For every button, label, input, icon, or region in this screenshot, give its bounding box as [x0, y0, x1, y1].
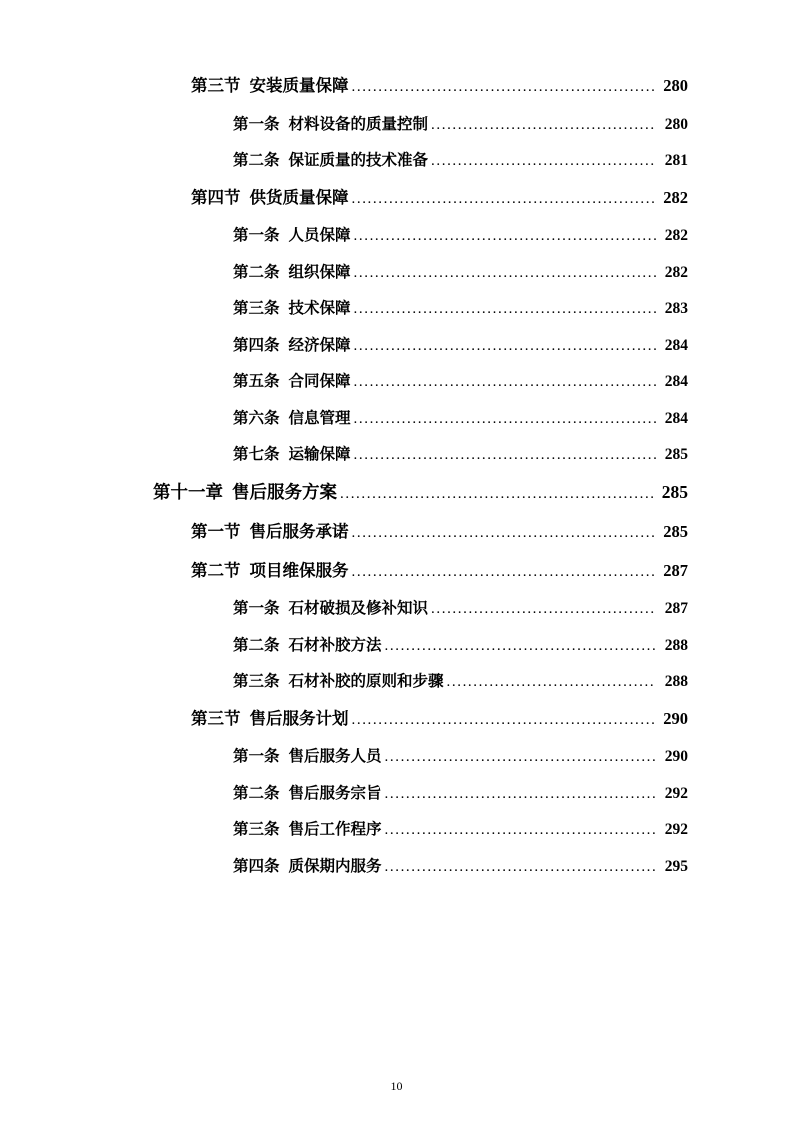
toc-entry-number: 第二条 — [233, 152, 280, 169]
toc-entry[interactable] — [105, 708, 688, 730]
toc-entry-title: 质保期内服务 — [288, 857, 382, 875]
toc-entry-number: 第二条 — [233, 784, 280, 802]
toc-entry-title: 技术保障 — [288, 300, 351, 317]
toc-entry[interactable] — [105, 117, 688, 134]
page-number: 10 — [390, 1079, 403, 1093]
toc-entry[interactable] — [105, 374, 688, 391]
toc-entry-number: 第一条 — [233, 115, 280, 133]
toc-entry[interactable] — [105, 560, 688, 582]
toc-entry-title: 组织保障 — [288, 263, 351, 281]
toc-entry[interactable] — [105, 638, 688, 655]
toc-entry[interactable] — [105, 228, 688, 245]
toc-leader-dots — [431, 602, 656, 618]
toc-leader-dots — [385, 823, 656, 839]
toc-entry-number: 第四条 — [233, 336, 280, 354]
toc-entry-number: 第五条 — [233, 373, 280, 390]
toc-entry-page: 292 — [664, 784, 688, 802]
toc-entry[interactable] — [105, 187, 688, 209]
toc-entry-number: 第二条 — [233, 636, 280, 654]
toc-entry[interactable] — [105, 153, 688, 170]
toc-leader-dots — [354, 266, 656, 282]
toc-leader-dots — [352, 713, 657, 730]
toc-entry-title: 售后服务人员 — [288, 748, 382, 765]
toc-leader-dots — [385, 750, 656, 766]
toc-leader-dots — [354, 339, 656, 355]
toc-leader-dots — [354, 229, 656, 245]
toc-entry-number: 第一条 — [233, 748, 280, 765]
toc-entry-number: 第七条 — [233, 446, 280, 463]
toc-leader-dots — [385, 639, 656, 655]
toc-entry-page: 280 — [663, 76, 688, 95]
toc-entry-page: 292 — [664, 821, 688, 838]
toc-entry-page: 284 — [664, 409, 688, 427]
toc-entry-page: 295 — [664, 857, 688, 875]
toc-entry[interactable] — [105, 265, 688, 282]
toc-entry-number: 第十一章 — [153, 481, 223, 502]
toc-entry-title: 石材补胶的原则和步骤 — [288, 673, 444, 690]
toc-entry-page: 284 — [664, 336, 688, 354]
toc-entry-title: 售后服务方案 — [232, 481, 337, 502]
toc-entry-title: 供货质量保障 — [249, 187, 349, 207]
toc-entry-page: 283 — [664, 300, 688, 317]
toc-entry-number: 第四节 — [191, 187, 241, 207]
toc-entry-title: 售后服务承诺 — [249, 522, 349, 541]
toc-entry-title: 人员保障 — [288, 227, 351, 244]
toc-entry-title: 运输保障 — [288, 446, 351, 463]
toc-leader-dots — [352, 565, 657, 582]
toc-entry-page: 280 — [664, 115, 688, 133]
toc-entry-page: 287 — [663, 560, 688, 580]
toc-entry[interactable] — [105, 301, 688, 318]
toc-entry-number: 第三条 — [233, 821, 280, 838]
toc-entry-page: 282 — [663, 187, 688, 207]
toc-entry-page: 288 — [664, 636, 688, 654]
toc-entry[interactable] — [105, 338, 688, 355]
toc-entry-title: 石材破损及修补知识 — [288, 600, 429, 617]
toc-leader-dots — [431, 154, 656, 170]
toc-entry[interactable] — [105, 786, 688, 803]
toc-entry-page: 285 — [664, 446, 688, 463]
toc-entry-title: 合同保障 — [288, 373, 351, 390]
toc-leader-dots — [354, 302, 656, 318]
table-of-contents — [105, 78, 688, 875]
toc-entry-title: 安装质量保障 — [249, 76, 349, 95]
toc-entry[interactable] — [105, 447, 688, 464]
toc-entry-number: 第三条 — [233, 300, 280, 317]
toc-entry-number: 第三节 — [191, 76, 241, 95]
toc-entry-number: 第六条 — [233, 409, 280, 427]
toc-entry-page: 282 — [664, 263, 688, 281]
toc-leader-dots — [354, 375, 656, 391]
toc-entry-title: 售后服务计划 — [249, 708, 349, 728]
toc-entry-title: 售后工作程序 — [288, 821, 382, 838]
toc-leader-dots — [447, 675, 656, 691]
toc-entry-title: 信息管理 — [288, 409, 351, 427]
toc-entry[interactable] — [105, 411, 688, 428]
toc-entry[interactable] — [105, 859, 688, 876]
toc-entry[interactable] — [105, 78, 688, 97]
toc-leader-dots — [354, 448, 656, 464]
toc-entry-number: 第一节 — [191, 522, 241, 541]
toc-leader-dots — [352, 80, 657, 97]
toc-entry-page: 290 — [664, 748, 688, 765]
toc-entry[interactable] — [105, 822, 688, 839]
toc-entry[interactable] — [105, 601, 688, 618]
toc-entry-title: 材料设备的质量控制 — [288, 115, 429, 133]
toc-leader-dots — [352, 192, 657, 209]
toc-entry[interactable] — [105, 524, 688, 543]
toc-entry-title: 石材补胶方法 — [288, 636, 382, 654]
toc-leader-dots — [431, 118, 656, 134]
toc-entry[interactable] — [105, 749, 688, 766]
toc-leader-dots — [385, 787, 656, 803]
toc-entry-number: 第三节 — [191, 708, 241, 728]
toc-entry-page: 287 — [664, 600, 688, 617]
toc-leader-dots — [354, 412, 656, 428]
toc-entry-number: 第二条 — [233, 263, 280, 281]
toc-entry-page: 284 — [664, 373, 688, 390]
toc-entry-page: 282 — [664, 227, 688, 244]
toc-entry-number: 第一条 — [233, 600, 280, 617]
toc-entry-page: 288 — [664, 673, 688, 690]
toc-leader-dots — [340, 487, 656, 505]
toc-entry[interactable] — [105, 481, 688, 505]
toc-entry-number: 第一条 — [233, 227, 280, 244]
toc-entry-page: 285 — [663, 522, 688, 541]
toc-entry-title: 项目维保服务 — [249, 560, 349, 580]
toc-entry-title: 经济保障 — [288, 336, 351, 354]
toc-entry-number: 第二节 — [191, 560, 241, 580]
toc-entry[interactable] — [105, 674, 688, 691]
toc-entry-title: 售后服务宗旨 — [288, 784, 382, 802]
toc-entry-number: 第四条 — [233, 857, 280, 875]
toc-entry-page: 290 — [663, 708, 688, 728]
toc-entry-number: 第三条 — [233, 673, 280, 690]
toc-leader-dots — [352, 526, 657, 543]
toc-entry-title: 保证质量的技术准备 — [288, 152, 429, 169]
toc-leader-dots — [385, 860, 656, 876]
toc-entry-page: 281 — [664, 152, 688, 169]
toc-entry-page: 285 — [661, 481, 688, 502]
